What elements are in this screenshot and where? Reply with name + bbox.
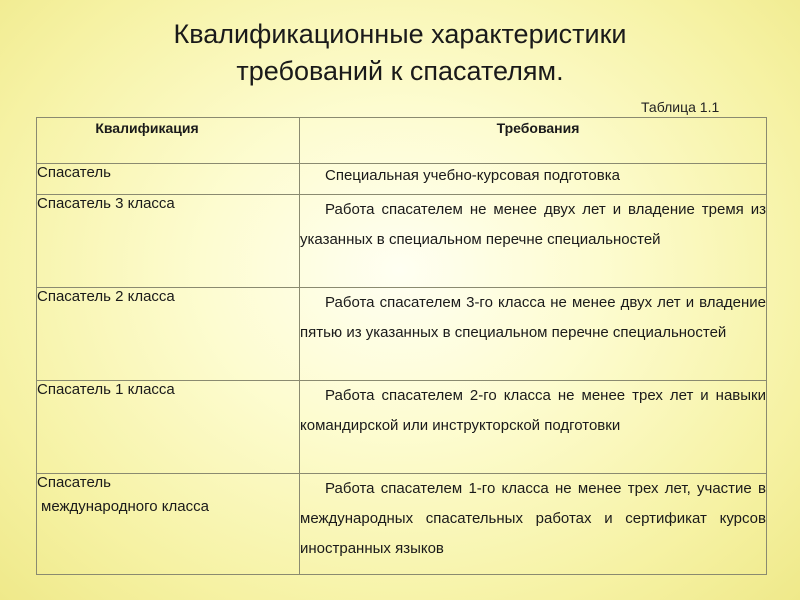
- table-row: [37, 195, 767, 288]
- header-requirements: Требования: [300, 118, 767, 164]
- table-header-row: [37, 118, 767, 164]
- qualification-cell: [37, 195, 300, 288]
- slide-title: [0, 16, 800, 90]
- qualification-cell: [37, 288, 300, 381]
- qualification-label: Спасатель: [37, 164, 111, 181]
- qualification-cell: [37, 474, 300, 575]
- qualification-cell: [37, 381, 300, 474]
- qualification-cell: [37, 164, 300, 195]
- slide-title-line-2: требований к спасателям.: [236, 56, 564, 86]
- requirement-cell: Работа спасателем 2-го класса не менее трех лет и навыки командирской или инструкторской подготовки: [300, 381, 767, 474]
- requirement-cell: Работа спасателем 3-го класса не менее двух лет и владение пятью из указанных в специальном перечне специальностей: [300, 288, 767, 381]
- table-caption: Таблица 1.1: [641, 99, 720, 115]
- requirement-cell: Работа спасателем 1-го класса не менее трех лет, участие в международных спасательных работах и сертификат курсов иностранных языков: [300, 474, 767, 575]
- table-row: [37, 474, 767, 575]
- table-row: [37, 288, 767, 381]
- qualification-label-line-2: международного класса: [41, 498, 209, 515]
- qualification-label: Спасатель 3 класса: [37, 195, 175, 212]
- qualification-table: [36, 117, 767, 575]
- qualification-label: Спасатель 1 класса: [37, 381, 175, 398]
- requirement-cell: Специальная учебно-курсовая подготовка: [300, 164, 767, 195]
- table-row: [37, 164, 767, 195]
- header-qualification: Квалификация: [37, 118, 300, 164]
- requirement-cell: Работа спасателем не менее двух лет и владение тремя из указанных в специальном перечне специальностей: [300, 195, 767, 288]
- qualification-label: Спасатель 2 класса: [37, 288, 175, 305]
- table-row: [37, 381, 767, 474]
- slide-title-line-1: Квалификационные характеристики: [173, 19, 627, 49]
- qualification-label: Спасатель: [37, 474, 111, 491]
